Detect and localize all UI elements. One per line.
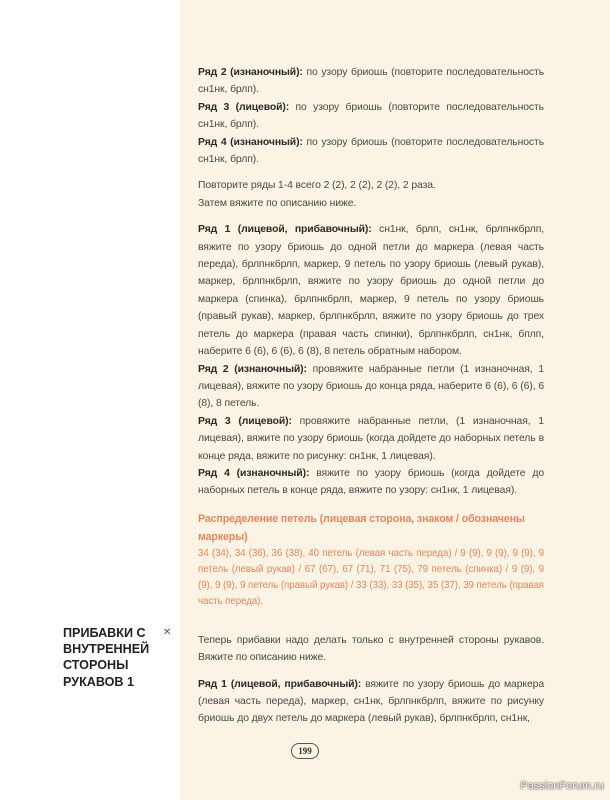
watermark: PassionForum.ru: [520, 780, 604, 792]
row-paragraph: Ряд 4 (изнаночный): вяжите по узору бриошь (когда дойдете до наборных петель в конце ряда, вяжите по узору: сн1нк, 1 лицевая).: [198, 467, 545, 497]
row-paragraph: Ряд 1 (лицевой, прибавочный): вяжите по узору бриошь до маркера (левая часть переда), маркер, сн1нк, брлпнкбрлп, вяжите по рисунку бриошь до двух петель до маркера (левый рукав), брлпнкбрлп, сн1нк,: [198, 678, 544, 725]
then-instruction: Затем вяжите по описанию ниже.: [198, 197, 357, 209]
row-paragraph: Ряд 3 (лицевой): по узору бриошь (повторите последовательность сн1нк, брлп).: [198, 101, 544, 131]
distribution-title: Распределение петель (лицевая сторона, знаком / обозначены маркеры): [198, 512, 525, 543]
repeat-instruction: Повторите ряды 1-4 всего 2 (2), 2 (2), 2 (2), 2 раза.: [198, 180, 436, 192]
distribution-body: 34 (34), 34 (36), 36 (38), 40 петель (левая часть переда) / 9 (9), 9 (9), 9 (9), 9 петель (левый рукав) / 67 (67), 67 (71), 71 (75), 79 петель (спинка) / 9 (9), 9 (9), 9 (9), 9 петель (правый рукав) / 33 (33), 33 (35), 35 (37), 39 петель (правая часть переда).: [198, 547, 544, 607]
section-heading: ПРИБАВКИ С ВНУТРЕННЕЙ СТОРОНЫ РУКАВОВ 1: [63, 626, 150, 689]
row-paragraph: Ряд 3 (лицевой): провяжите набранные петли, (1 изнаночная, 1 лицевая), вяжите по узору бриошь (когда дойдете до наборных петель в конце ряда, вяжите по рисунку: сн1нк, 1 лицевая).: [198, 415, 544, 462]
row-paragraph: Ряд 2 (изнаночный): по узору бриошь (повторите последовательность сн1нк, брлп).: [198, 67, 545, 96]
stitch-distribution-box: [198, 510, 544, 610]
main-text-column: [198, 64, 544, 728]
row-paragraph: Ряд 2 (изнаночный): провяжите набранные петли (1 изнаночная, 1 лицевая), вяжите по узору бриошь до конца ряда, наберите 6 (6), 6 (6), 6 (8), 8 петель.: [198, 363, 544, 410]
inner-increase-intro: Теперь прибавки надо делать только с внутренней стороны рукавов. Вяжите по описанию ниже.: [198, 634, 544, 664]
cross-icon: ✕: [163, 627, 172, 638]
row-paragraph: Ряд 4 (изнаночный): по узору бриошь (повторите последовательность сн1нк, брлп).: [198, 136, 545, 166]
row-paragraph: Ряд 1 (лицевой, прибавочный): сн1нк, брлп, сн1нк, брлпнкбрлп, вяжите по узору бриошь до одной петли до маркера (левая часть переда), брлпнкбрлп, маркер, 9 петель по узору бриошь (левый рукав), маркер, брлпнкбрлп, вяжите по узору бриошь до одной петли до маркера (спинка), брлпнкбрлп, маркер, 9 петель по узору бриошь (правый рукав), маркер, брлпнкбрлп, вяжите по узору бриошь до трех петель до маркера (правая часть спинки), брлпнкбрлп, сн1нк, бплп, наберите 6 (6), 6 (6), 6 (8), 8 петель обратным набором.: [198, 224, 545, 358]
page-number: 199: [291, 743, 319, 759]
